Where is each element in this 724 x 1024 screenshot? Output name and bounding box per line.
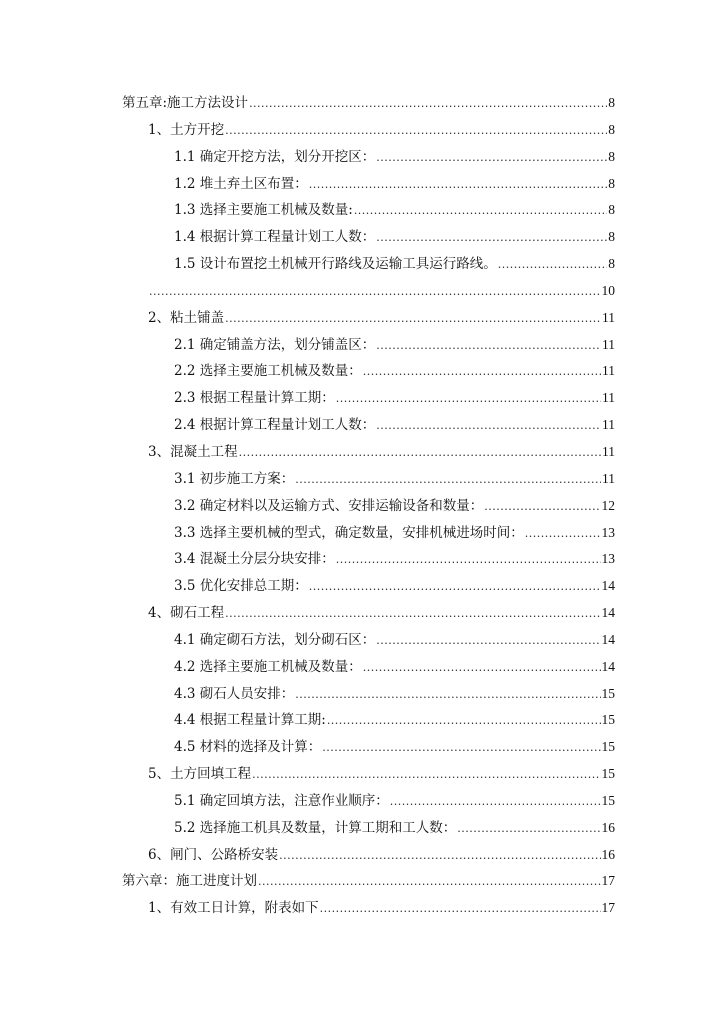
toc-page-number: 11 bbox=[602, 390, 615, 406]
toc-entry[interactable] bbox=[122, 305, 615, 332]
toc-dot-leader bbox=[327, 708, 601, 735]
toc-page-number: 11 bbox=[602, 309, 615, 325]
toc-dot-leader bbox=[258, 869, 601, 896]
toc-page-number: 10 bbox=[601, 282, 615, 298]
toc-entry-title: 1、土方开挖 bbox=[148, 121, 225, 138]
toc-dot-leader bbox=[309, 574, 601, 601]
toc-page-number: 14 bbox=[601, 658, 615, 674]
toc-dot-leader bbox=[249, 91, 607, 118]
toc-entry[interactable] bbox=[122, 788, 615, 815]
toc-entry[interactable] bbox=[122, 385, 615, 412]
toc-entry[interactable] bbox=[122, 627, 615, 654]
toc-entry-title: 2.3 根据工程量计算工期： bbox=[174, 390, 335, 407]
toc-dot-leader bbox=[225, 306, 601, 333]
toc-entry[interactable] bbox=[122, 600, 615, 627]
toc-page-number: 11 bbox=[602, 417, 615, 433]
toc-entry-title: 3.5 优化安排总工期： bbox=[174, 578, 308, 595]
toc-entry-title: 1.5 设计布置挖土机械开行路线及运输工具运行路线。 bbox=[174, 256, 497, 273]
toc-page-number: 13 bbox=[601, 551, 615, 567]
toc-entry[interactable] bbox=[122, 895, 615, 922]
toc-entry[interactable] bbox=[122, 224, 615, 251]
toc-entry[interactable] bbox=[122, 358, 615, 385]
toc-entry-wrap[interactable] bbox=[122, 278, 615, 305]
toc-page-number: 11 bbox=[602, 336, 615, 352]
toc-page-number: 17 bbox=[601, 873, 615, 889]
toc-page-number: 15 bbox=[601, 685, 615, 701]
toc-page-number: 12 bbox=[601, 497, 615, 513]
toc-dot-leader bbox=[309, 172, 607, 199]
toc-entry-title: 2.4 根据计算工程量计划工人数： bbox=[174, 417, 376, 434]
toc-page-number: 8 bbox=[608, 175, 615, 191]
toc-page-number: 8 bbox=[608, 256, 615, 272]
toc-entry[interactable] bbox=[122, 546, 615, 573]
toc-entry[interactable] bbox=[122, 842, 615, 869]
toc-page-number: 16 bbox=[601, 846, 615, 862]
toc-dot-leader bbox=[295, 682, 600, 709]
toc-entry-title: 1.1 确定开挖方法，划分开挖区： bbox=[174, 148, 376, 165]
toc-dot-leader bbox=[279, 843, 600, 870]
toc-entry-title: 2.2 选择主要施工机械及数量： bbox=[174, 363, 362, 380]
toc-dot-leader bbox=[376, 628, 600, 655]
toc-entry-title: 4.5 材料的选择及计算： bbox=[174, 739, 322, 756]
toc-dot-leader bbox=[239, 440, 601, 467]
toc-entry-title: 3.3 选择主要机械的型式，确定数量，安排机械进场时间： bbox=[174, 524, 524, 541]
toc-dot-leader bbox=[225, 601, 600, 628]
toc-entry-title: 4.3 砌石人员安排： bbox=[174, 685, 295, 702]
toc-dot-leader bbox=[376, 413, 601, 440]
toc-entry-title: 5.1 确定回填方法，注意作业顺序： bbox=[174, 792, 389, 809]
toc-entry-title: 3.4 混凝土分层分块安排： bbox=[174, 551, 335, 568]
toc-entry[interactable] bbox=[122, 761, 615, 788]
toc-entry[interactable] bbox=[122, 171, 615, 198]
toc-page-number: 11 bbox=[602, 443, 615, 459]
toc-entry-title: 5、土方回填工程 bbox=[148, 766, 252, 783]
toc-entry[interactable] bbox=[122, 520, 615, 547]
toc-entry-title: 3.2 确定材料以及运输方式、安排运输设备和数量： bbox=[174, 497, 484, 514]
toc-entry-title: 3、混凝土工程 bbox=[148, 443, 238, 460]
toc-dot-leader bbox=[376, 333, 601, 360]
toc-dot-leader bbox=[363, 359, 601, 386]
toc-entry-title: 1、有效工日计算，附表如下 bbox=[148, 900, 319, 917]
toc-entry-title: 3.1 初步施工方案： bbox=[174, 470, 295, 487]
toc-entry-title: 4.4 根据工程量计算工期: bbox=[174, 712, 326, 729]
toc-dot-leader bbox=[295, 467, 601, 494]
toc-page-number: 8 bbox=[608, 95, 615, 110]
toc-entry[interactable] bbox=[122, 117, 615, 144]
toc-dot-leader bbox=[498, 252, 607, 279]
toc-entry-title: 1.4 根据计算工程量计划工人数： bbox=[174, 229, 376, 246]
toc-dot-leader bbox=[484, 494, 600, 521]
toc-entry-title: 5.2 选择施工机具及数量，计算工期和工人数： bbox=[174, 819, 457, 836]
table-of-contents bbox=[122, 90, 615, 922]
toc-page-number: 13 bbox=[601, 524, 615, 540]
toc-entry-title: 4.1 确定砌石方法，划分砌石区： bbox=[174, 631, 376, 648]
toc-entry[interactable] bbox=[122, 332, 615, 359]
toc-entry-chapter-6[interactable] bbox=[122, 868, 615, 895]
toc-dot-leader bbox=[336, 547, 601, 574]
toc-entry[interactable] bbox=[122, 681, 615, 708]
toc-entry-title: 6、闸门、公路桥安装 bbox=[148, 846, 279, 863]
toc-entry-title: 1.3 选择主要施工机械及数量: bbox=[174, 202, 353, 219]
toc-page-number: 8 bbox=[608, 202, 615, 218]
toc-entry[interactable] bbox=[122, 144, 615, 171]
toc-dot-leader bbox=[225, 118, 607, 145]
toc-dot-leader bbox=[525, 521, 601, 548]
toc-page-number: 15 bbox=[601, 766, 615, 782]
toc-page-number: 15 bbox=[601, 792, 615, 808]
toc-dot-leader bbox=[149, 279, 601, 306]
toc-entry[interactable] bbox=[122, 197, 615, 224]
toc-page-number: 8 bbox=[608, 121, 615, 137]
toc-entry[interactable] bbox=[122, 412, 615, 439]
toc-dot-leader bbox=[336, 386, 601, 413]
toc-entry-title: 4.2 选择主要施工机械及数量： bbox=[174, 658, 362, 675]
toc-entry[interactable] bbox=[122, 734, 615, 761]
toc-entry-title: 第五章:施工方法设计 bbox=[122, 95, 249, 111]
toc-entry-title: 2.1 确定铺盖方法，划分铺盖区： bbox=[174, 336, 376, 353]
toc-entry[interactable] bbox=[122, 493, 615, 520]
toc-page-number: 11 bbox=[602, 363, 615, 379]
toc-dot-leader bbox=[354, 198, 607, 225]
toc-page-number: 15 bbox=[601, 712, 615, 728]
toc-entry-chapter-5[interactable] bbox=[122, 90, 615, 117]
toc-page-number: 14 bbox=[601, 631, 615, 647]
toc-entry[interactable] bbox=[122, 251, 615, 278]
toc-entry-title: 2、粘土铺盖 bbox=[148, 309, 225, 326]
toc-entry[interactable] bbox=[122, 707, 615, 734]
toc-page-number: 16 bbox=[601, 819, 615, 835]
toc-entry[interactable] bbox=[122, 815, 615, 842]
toc-dot-leader bbox=[252, 762, 600, 789]
toc-dot-leader bbox=[320, 896, 601, 923]
toc-dot-leader bbox=[390, 789, 601, 816]
toc-page-number: 17 bbox=[601, 900, 615, 916]
toc-page-number: 14 bbox=[601, 578, 615, 594]
toc-entry-title: 4、砌石工程 bbox=[148, 605, 225, 622]
toc-entry[interactable] bbox=[122, 466, 615, 493]
toc-page-number: 8 bbox=[608, 148, 615, 164]
toc-page-number: 15 bbox=[601, 739, 615, 755]
toc-page-number: 14 bbox=[601, 605, 615, 621]
toc-entry-title: 第六章：施工进度计划 bbox=[122, 873, 257, 890]
toc-entry[interactable] bbox=[122, 439, 615, 466]
toc-entry[interactable] bbox=[122, 573, 615, 600]
toc-entry[interactable] bbox=[122, 654, 615, 681]
toc-dot-leader bbox=[363, 655, 601, 682]
toc-page-number: 11 bbox=[602, 470, 615, 486]
toc-page-number: 8 bbox=[608, 229, 615, 245]
toc-dot-leader bbox=[457, 816, 600, 843]
toc-dot-leader bbox=[376, 145, 607, 172]
toc-entry-title: 1.2 堆土弃土区布置： bbox=[174, 175, 308, 192]
toc-dot-leader bbox=[322, 735, 600, 762]
toc-dot-leader bbox=[376, 225, 607, 252]
